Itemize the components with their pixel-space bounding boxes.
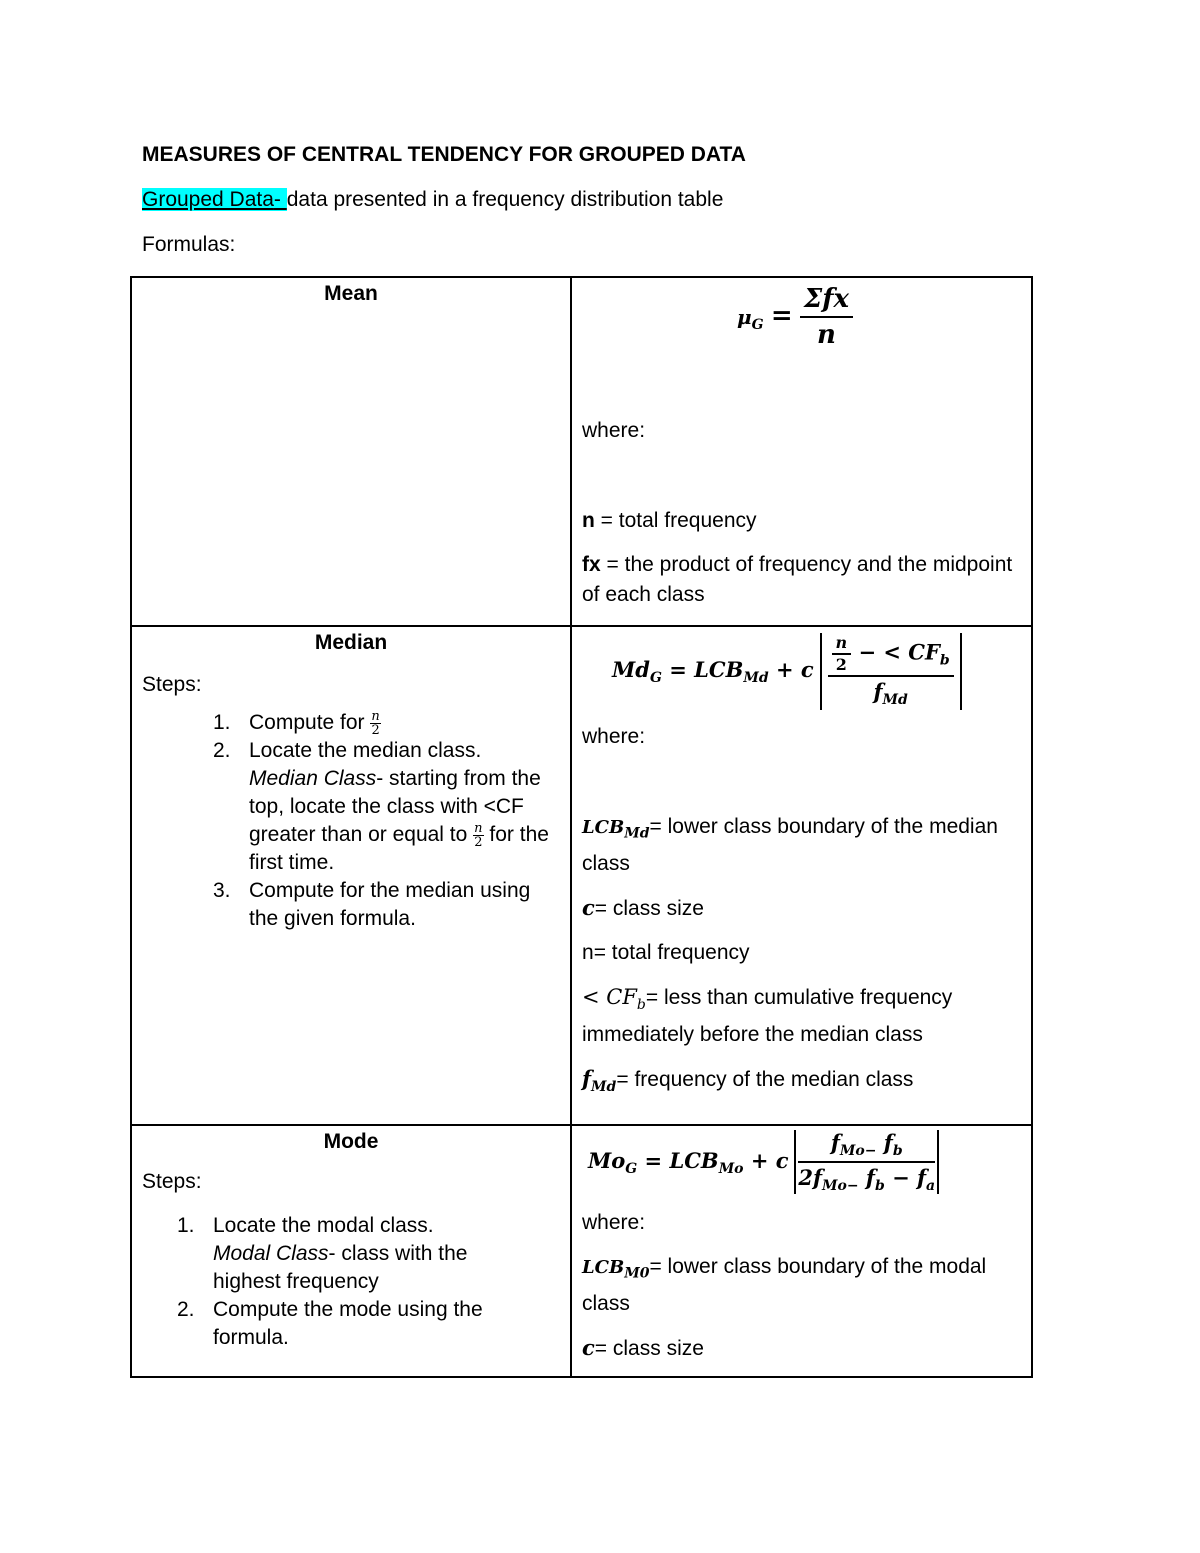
median-step-1: 1. Compute for $\frac{n}{2}$ — [213, 708, 380, 738]
mean-where: where: — [582, 419, 646, 442]
mode-formula: $Mo_G = LCB_{Mo} + c$ $f_{Mo-}$ $f_b$ $2f_{Mo-}$ $f_b - f_a$ — [588, 1130, 1031, 1194]
mode-label-cell — [131, 1125, 571, 1377]
table-row-mode — [131, 1125, 1032, 1377]
mean-formula: $\mu_G$ = Σfx n — [737, 284, 1031, 350]
highlighted-term: Grouped Data- — [142, 188, 287, 211]
median-label-cell — [131, 626, 571, 1125]
median-where: where: — [582, 725, 646, 749]
table-row-mean — [131, 277, 1032, 626]
formula-table — [130, 276, 1033, 1378]
n-over-2-fraction: $\frac{n}{2}$ — [371, 708, 380, 738]
table-row-median — [131, 626, 1032, 1125]
mode-steps-label: Steps: — [142, 1170, 202, 1193]
mean-formula-cell — [571, 277, 1032, 626]
median-def-cfb: < $CF_b=$ less than cumulative frequency immediately before the median class — [582, 984, 953, 1046]
term-definition: data presented in a frequency distribution table — [286, 188, 724, 211]
median-steps-label: Steps: — [142, 673, 202, 696]
median-formula: $Md_G = LCB_{Md} + c$ $\frac{n}{2}$ − < $CF_b$ $f_{Md}$ — [612, 633, 1031, 710]
mode-def-lcb: $LCB_{M0}=$ lower class boundary of the modal class — [582, 1255, 987, 1315]
median-def-n: n= total frequency — [582, 940, 750, 964]
median-def-c: c= class size — [582, 894, 704, 920]
mode-where: where: — [582, 1211, 646, 1235]
mean-numerator: Σfx — [800, 284, 853, 318]
mean-def-fx: fx = the product of frequency and the midpoint of each class — [582, 553, 1013, 606]
median-def-lcb: $LCB_{Md}=$ lower class boundary of the median class — [582, 815, 998, 875]
intro-line — [142, 188, 723, 212]
mode-steps-list — [177, 1212, 533, 1352]
mean-denominator: n — [816, 320, 836, 350]
median-formula-cell — [571, 626, 1032, 1125]
mean-label-cell — [131, 277, 571, 626]
page-title: MEASURES OF CENTRAL TENDENCY FOR GROUPED DATA — [142, 143, 746, 166]
median-def-fmd: $f_{Md}=$ frequency of the median class — [582, 1065, 914, 1096]
median-step-3: 3. Compute for the median using the given formula. — [213, 879, 531, 930]
mode-step-2: 2. Compute the mode using the formula. — [177, 1298, 483, 1349]
formulas-label: Formulas: — [142, 233, 236, 256]
median-steps-list — [213, 708, 559, 933]
median-step-2: 2. Locate the median class. Median Class- starting from the top, locate the class with <CF greater than or equal to $\frac{n}{2}$ for the first time. — [213, 739, 549, 874]
mean-heading: Mean — [324, 282, 378, 305]
mode-heading: Mode — [323, 1130, 379, 1153]
median-heading: Median — [314, 631, 388, 654]
mode-formula-cell — [571, 1125, 1032, 1377]
mean-def-n: n = total frequency — [582, 509, 757, 532]
mode-step-1: 1. Locate the modal class. Modal Class- class with the highest frequency — [177, 1214, 468, 1293]
mode-def-c: c= class size — [582, 1334, 704, 1360]
